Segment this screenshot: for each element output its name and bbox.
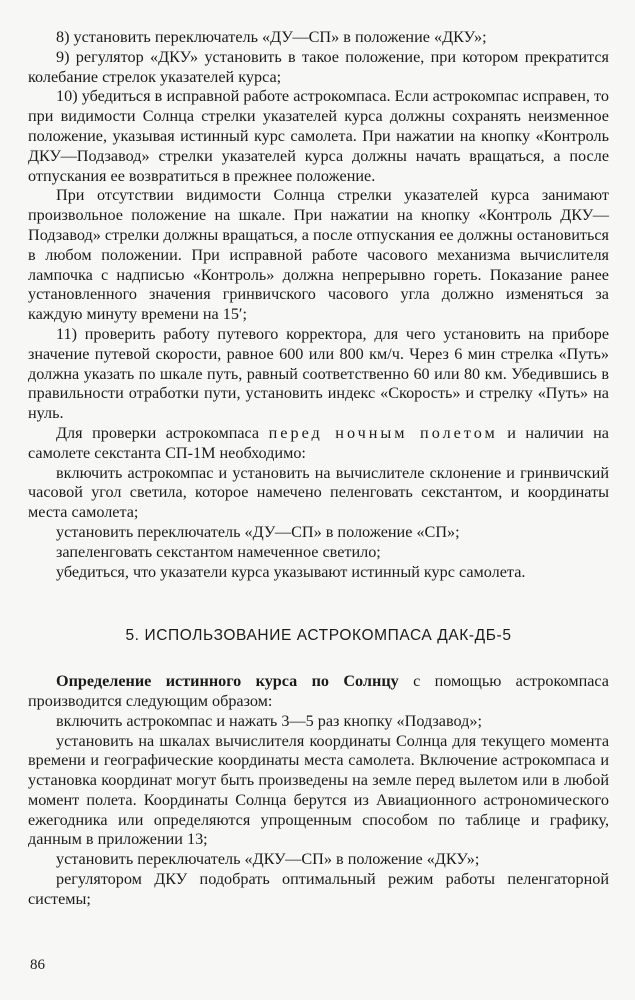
- paragraph: 11) проверить работу путевого корректора, для чего установить на приборе значение путевой скорости, равное 600 или 800 км/ч. Через 6 мин стрелка «Путь» должна указать по шкале путь, равный соответственно 60 или 80 км. Убедившись в правильности отработки пути, установить индекс «Скорость» и стрелку «Путь» на нуль.: [28, 324, 609, 423]
- sun-intro: [28, 672, 609, 712]
- sun-intro-heading: Определение истинного курса по Солнцу: [56, 672, 399, 691]
- paragraph: При отсутствии видимости Солнца стрелки указателей курса занимают произвольное положение на шкале. При нажатии на кнопку «Контроль ДКУ—Подзавод» стрелки должны вращаться, а после отпускания ее должны остановиться в любом положении. При исправной работе часового механизма вычислителя лампочка с надписью «Контроль» должна непрерывно гореть. Показание ранее установленного значения гринвичского часового угла должно изменяться за каждую минуту времени на 15′;: [28, 186, 609, 324]
- sun-intro-rest: с помощью астрокомпаса производится следующим образом:: [28, 672, 609, 710]
- night-check-prefix: Для проверки астрокомпаса: [56, 423, 269, 442]
- night-step: запеленговать секстантом намеченное светило;: [56, 542, 381, 561]
- night-step: установить переключатель «ДУ—СП» в положение «СП»;: [56, 522, 460, 541]
- paragraph: 10) убедиться в исправной работе астрокомпаса. Если астрокомпас исправен, то при видимости Солнца стрелки указателей курса должны сохранять неизменное положение, указывая истинный курс самолета. При нажатии на кнопку «Контроль ДКУ—Подзавод» стрелки указателей курса должны начать вращаться, а после отпускания ее возвратиться в прежнее положение.: [28, 87, 609, 185]
- paragraph: 9) регулятор «ДКУ» установить в такое положение, при котором прекратится колебание стрелок указателей курса;: [28, 47, 609, 86]
- section-title: 5. ИСПОЛЬЗОВАНИЕ АСТРОКОМПАСА ДАК-ДБ-5: [125, 627, 512, 645]
- night-check-spaced: перед ночным полетом: [268, 423, 498, 442]
- page-number: 86: [30, 957, 45, 973]
- night-check-intro: [28, 424, 609, 464]
- night-step: убедиться, что указатели курса указывают истинный курс самолета.: [56, 562, 526, 581]
- sun-step: включить астрокомпас и нажать 3—5 раз кнопку «Подзавод»;: [56, 711, 482, 730]
- sun-step: регулятором ДКУ подобрать оптимальный режим работы пеленгаторной системы;: [28, 870, 609, 908]
- night-step: включить астрокомпас и установить на вычислителе склонение и гринвичский часовой угол светила, которое намечено пеленговать секстантом, и координаты места самолета;: [28, 463, 609, 522]
- night-check-suffix: и наличии на самолете секстанта СП-1М необходимо:: [28, 423, 609, 462]
- paragraph: 8) установить переключатель «ДУ—СП» в положение «ДКУ»;: [56, 28, 487, 46]
- sun-step: установить переключатель «ДКУ—СП» в положение «ДКУ»;: [56, 850, 480, 869]
- sun-step: установить на шкалах вычислителя координаты Солнца для текущего момента времени и географические координаты места самолета. Включение астрокомпаса и установка координат могут быть произведены на земле перед вылетом или в любой момент полета. Координаты Солнца берутся из Авиационного астрономического ежегодника или определяются упрощенным способом по таблице и графику, данным в приложении 13;: [28, 731, 609, 849]
